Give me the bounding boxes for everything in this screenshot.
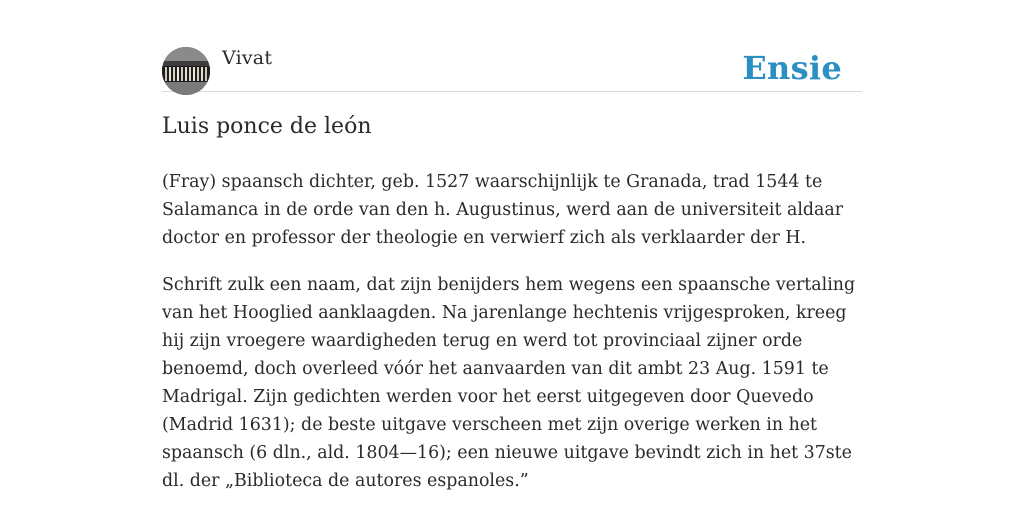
ensie-logo-link[interactable]: Ensie — [742, 49, 842, 87]
author-avatar[interactable] — [162, 47, 210, 95]
header — [162, 45, 862, 92]
article-paragraph: Schrift zulk een naam, dat zijn benijders hem wegens een spaansche vertaling van het Hooglied aanklaagden. Na jarenlange hechtenis vrijgesproken, kreeg hij zijn vroegere waardigheden terug en werd tot provinciaal zijner orde benoemd, doch overleed vóór het aanvaarden van dit ambt 23 Aug. 1591 te Madrigal. Zijn gedichten werden voor het eerst uitgegeven door Quevedo (Madrid 1631); de beste uitgave verscheen met zijn overige werken in het spaansch (6 dln., ald. 1804—16); een nieuwe uitgave bevindt zich in het 37ste dl. der „Biblioteca de autores espanoles.” — [162, 275, 856, 491]
article-paragraph: (Fray) spaansch dichter, geb. 1527 waarschijnlijk te Granada, trad 1544 te Salamanca in de orde van den h. Augustinus, werd aan de universiteit aldaar doctor en professor der theologie en verwierf zich als verklaarder der H. — [162, 172, 844, 248]
author-name[interactable]: Vivat — [222, 47, 273, 69]
article-page — [162, 0, 862, 512]
page-title: Luis ponce de león — [162, 114, 372, 139]
bookshelf-avatar-icon — [162, 47, 210, 95]
